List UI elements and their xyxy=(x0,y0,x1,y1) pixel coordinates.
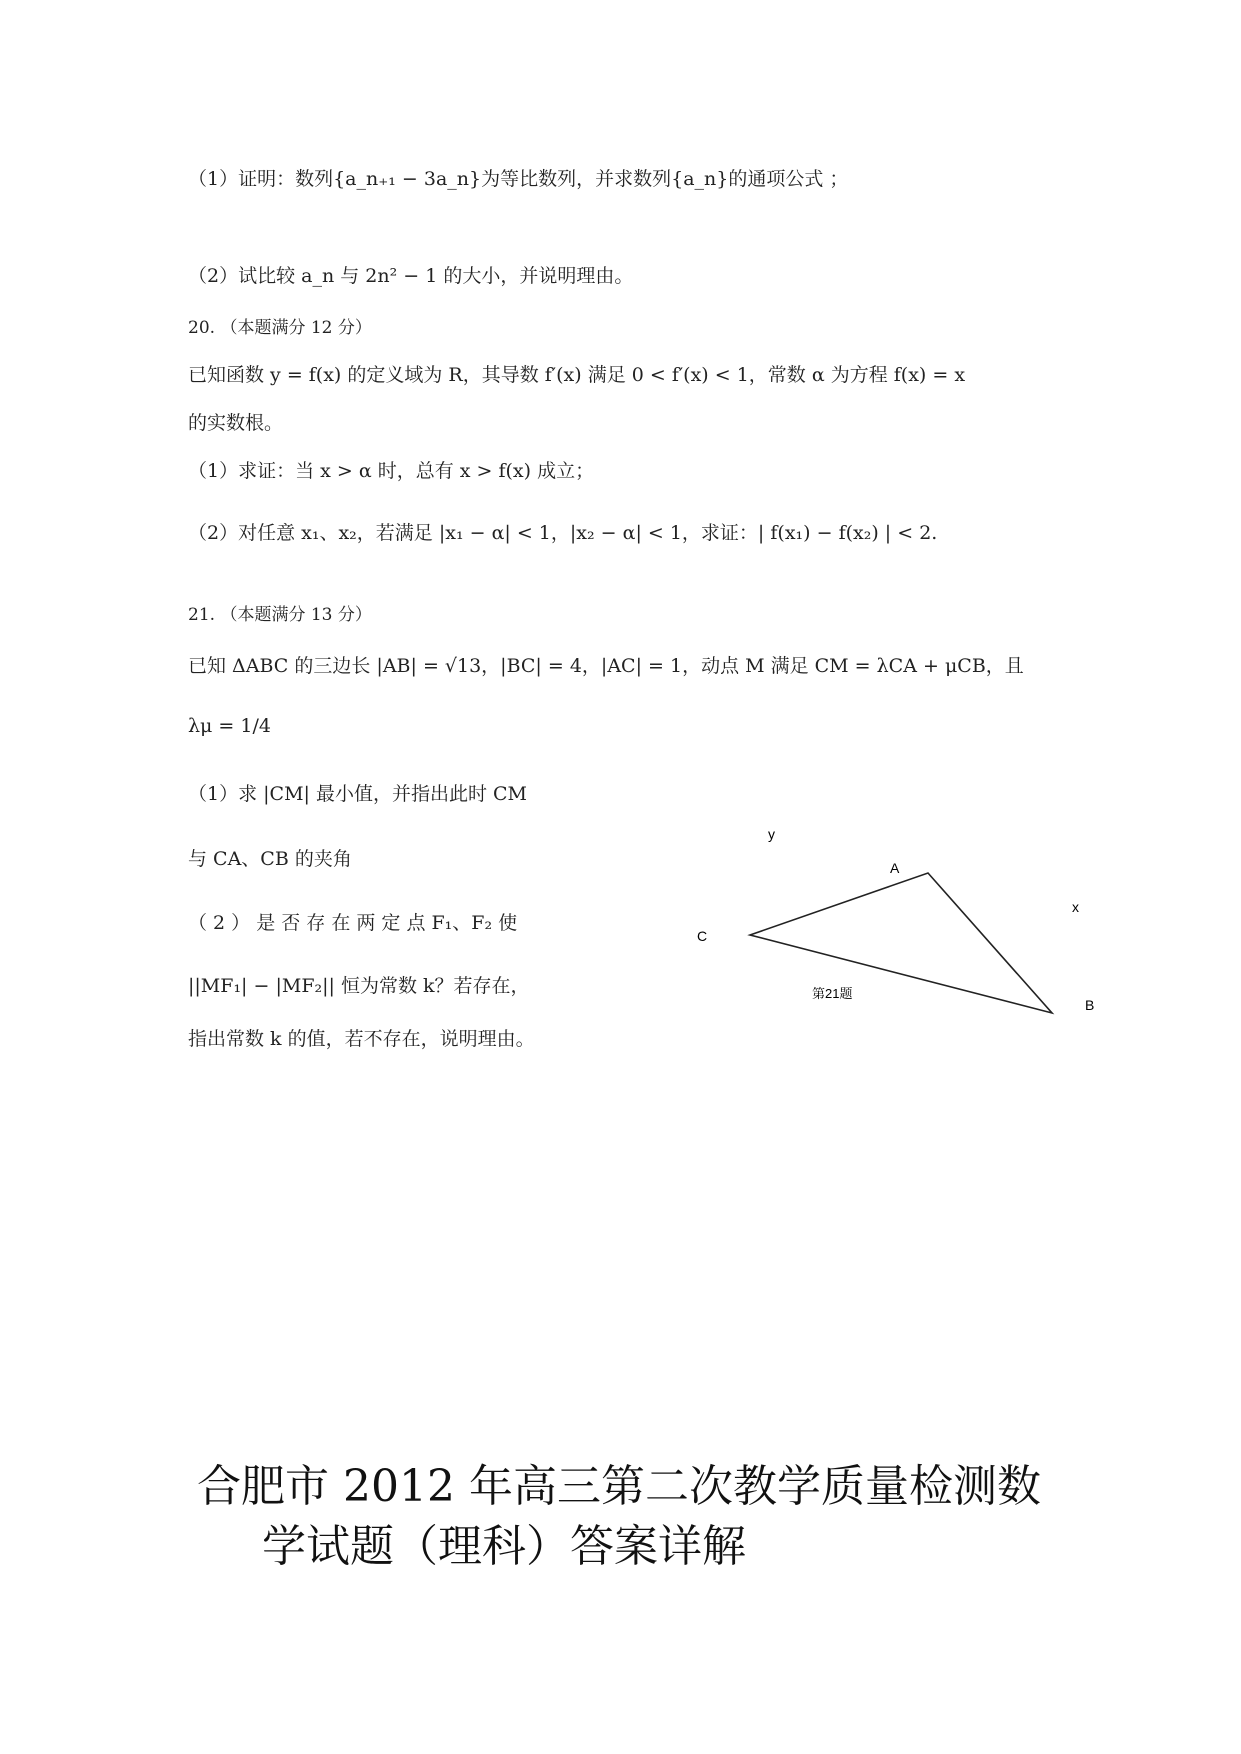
q21-stem-line2: λμ = 1/4 xyxy=(188,715,271,737)
q21-part1-line1: （1）求 |CM| 最小值，并指出此时 CM xyxy=(188,783,527,805)
q19-part2: （2）试比较 a_n 与 2n² − 1 的大小，并说明理由。 xyxy=(188,265,634,287)
label-y: y xyxy=(768,826,775,842)
label-b: B xyxy=(1085,997,1095,1013)
q19-part1: （1）证明：数列{a_n₊₁ − 3a_n}为等比数列，并求数列{a_n}的通项公式 ； xyxy=(188,168,849,190)
answer-title-line1: 合肥市 2012 年高三第二次教学质量检测数 xyxy=(197,1461,1041,1512)
q20-stem-line1: 已知函数 y = f(x) 的定义域为 R，其导数 f′(x) 满足 0 < f′(x) < 1，常数 α 为方程 f(x) = x xyxy=(188,364,966,386)
q21-header: 21. （本题满分 13 分） xyxy=(188,605,372,625)
q20-header: 20. （本题满分 12 分） xyxy=(188,318,372,338)
label-c: C xyxy=(697,928,708,944)
q21-stem-line1: 已知 ΔABC 的三边长 |AB| = √13，|BC| = 4，|AC| = 1，动点 M 满足 CM = λCA + μCB，且 xyxy=(188,655,1024,677)
figure-caption: 第21题 xyxy=(812,986,853,1001)
q21-part2-line3: 指出常数 k 的值，若不存在，说明理由。 xyxy=(188,1028,535,1050)
triangle-figure xyxy=(690,825,1110,1025)
q21-part2-line1: （ 2 ） 是 否 存 在 两 定 点 F₁、F₂ 使 xyxy=(188,912,518,934)
label-a: A xyxy=(890,860,900,876)
triangle-abc xyxy=(750,873,1052,1013)
label-x: x xyxy=(1072,899,1079,915)
q21-part2-line2: ||MF₁| − |MF₂|| 恒为常数 k？若存在， xyxy=(188,975,530,997)
q20-stem-line2: 的实数根。 xyxy=(188,412,284,434)
q21-part1-line2: 与 CA、CB 的夹角 xyxy=(188,848,352,870)
q20-part2: （2）对任意 x₁、x₂，若满足 |x₁ − α| < 1，|x₂ − α| < 1，求证：| f(x₁) − f(x₂) | < 2. xyxy=(188,522,938,544)
q20-part1: （1）求证：当 x > α 时，总有 x > f(x) 成立； xyxy=(188,460,595,482)
answer-title-line2: 学试题（理科）答案详解 xyxy=(262,1521,746,1572)
